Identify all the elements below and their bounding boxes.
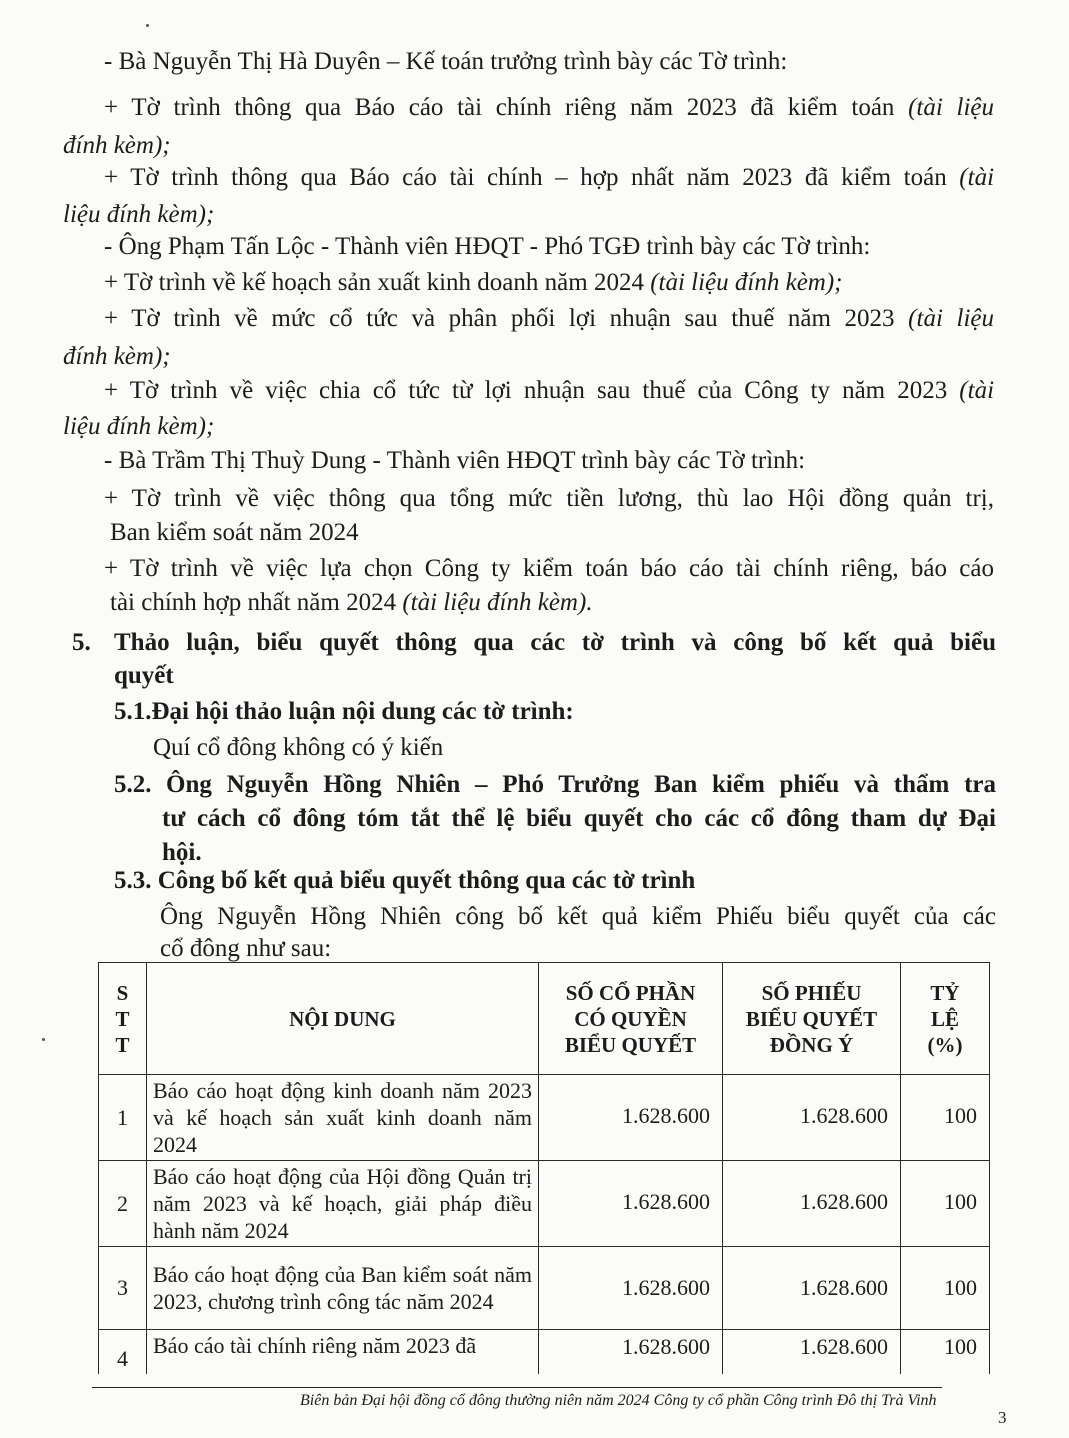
row-shares: 1.628.600 [539,1075,723,1161]
scan-speck [42,1038,45,1041]
presenter-line: - Bà Trầm Thị Thuỳ Dung - Thành viên HĐQT trình bày các Tờ trình: [104,447,806,474]
presenter-line: - Bà Nguyễn Thị Hà Duyên – Kế toán trưởng trình bày các Tờ trình: [104,48,788,75]
presenter-line: - Ông Phạm Tấn Lộc - Thành viên HĐQT - Phó TGĐ trình bày các Tờ trình: [104,233,871,260]
proposal-line: + Tờ trình về việc lựa chọn Công ty kiểm toán báo cáo tài chính riêng, báo cáo [104,555,994,582]
page-number: 3 [998,1408,1007,1427]
table-header-row [99,963,990,1075]
subsection-5-1: 5.1.Đại hội thảo luận nội dung các tờ trình: [114,698,574,725]
row-stt: 4 [99,1330,147,1374]
attachment-note: đính kèm); [63,132,171,159]
proposal-line-cont: Ban kiểm soát năm 2024 [110,519,359,546]
header-stt: S T T [99,963,147,1075]
proposal-line: + Tờ trình về việc thông qua tổng mức tiền lương, thù lao Hội đồng quản trị, [104,485,994,512]
row-content: Báo cáo tài chính riêng năm 2023 đã [147,1330,539,1374]
row-content: Báo cáo hoạt động của Hội đồng Quản trị năm 2023 và kế hoạch, giải pháp điều hành năm 2024 [147,1161,539,1247]
table-row [99,1330,990,1374]
row-stt: 3 [99,1247,147,1330]
subsection-5-2-cont: hội. [162,839,202,866]
subsection-5-2-cont: tư cách cổ đông tóm tắt thể lệ biểu quyết cho các cổ đông tham dự Đại [162,805,996,832]
proposal-line-cont: tài chính hợp nhất năm 2024 (tài liệu đính kèm). [110,589,593,616]
row-votes: 1.628.600 [723,1330,901,1374]
subsection-5-1-text: Quí cổ đông không có ý kiến [153,734,444,761]
subsection-5-3: 5.3. Công bố kết quả biểu quyết thông qua các tờ trình [114,867,696,894]
row-shares: 1.628.600 [539,1161,723,1247]
header-ratio: TỶ LỆ (%) [901,963,990,1075]
row-ratio: 100 [901,1075,990,1161]
row-votes: 1.628.600 [723,1247,901,1330]
row-content: Báo cáo hoạt động của Ban kiểm soát năm 2023, chương trình công tác năm 2024 [147,1247,539,1330]
proposal-line: + Tờ trình thông qua Báo cáo tài chính riêng năm 2023 đã kiểm toán (tài liệu [104,94,994,121]
section-title: Thảo luận, biểu quyết thông qua các tờ trình và công bố kết quả biểu [114,629,996,656]
row-stt: 1 [99,1075,147,1161]
footer-text: Biên bản Đại hội đồng cổ đông thường niên năm 2024 Công ty cổ phần Công trình Đô thị Trà Vinh [300,1392,937,1409]
row-votes: 1.628.600 [723,1075,901,1161]
header-votes: SỐ PHIẾU BIỂU QUYẾT ĐỒNG Ý [723,963,901,1075]
proposal-line: + Tờ trình về mức cổ tức và phân phối lợi nhuận sau thuế năm 2023 (tài liệu [104,305,994,332]
table-row [99,1075,990,1161]
header-content: NỘI DUNG [147,963,539,1075]
subsection-5-3-text-cont: cổ đông như sau: [160,935,332,962]
row-ratio: 100 [901,1161,990,1247]
attachment-note: liệu đính kèm); [63,413,215,440]
row-ratio: 100 [901,1247,990,1330]
attachment-note: liệu đính kèm); [63,201,215,228]
row-stt: 2 [99,1161,147,1247]
section-number: 5. [72,629,91,656]
scan-speck [146,24,149,27]
row-shares: 1.628.600 [539,1247,723,1330]
row-ratio: 100 [901,1330,990,1374]
subsection-number: 5.2. [114,771,152,798]
header-shares: SỐ CỔ PHẦN CÓ QUYỀN BIỂU QUYẾT [539,963,723,1075]
voting-results-table [98,962,990,1374]
section-title-cont: quyết [114,662,174,689]
subsection-5-3-text: Ông Nguyễn Hồng Nhiên công bố kết quả kiểm Phiếu biểu quyết của các [160,903,996,930]
row-shares: 1.628.600 [539,1330,723,1374]
subsection-5-2: Ông Nguyễn Hồng Nhiên – Phó Trưởng Ban kiểm phiếu và thẩm tra [166,771,996,798]
table-row [99,1247,990,1330]
attachment-note: đính kèm); [63,343,171,370]
table-row [99,1161,990,1247]
footer-divider [92,1387,942,1388]
proposal-line: + Tờ trình thông qua Báo cáo tài chính – hợp nhất năm 2023 đã kiểm toán (tài [104,164,995,191]
proposal-line: + Tờ trình về kế hoạch sản xuất kinh doanh năm 2024 (tài liệu đính kèm); [104,269,843,296]
row-votes: 1.628.600 [723,1161,901,1247]
proposal-line: + Tờ trình về việc chia cổ tức từ lợi nhuận sau thuế của Công ty năm 2023 (tài [104,377,995,404]
row-content: Báo cáo hoạt động kinh doanh năm 2023 và kế hoạch sản xuất kinh doanh năm 2024 [147,1075,539,1161]
